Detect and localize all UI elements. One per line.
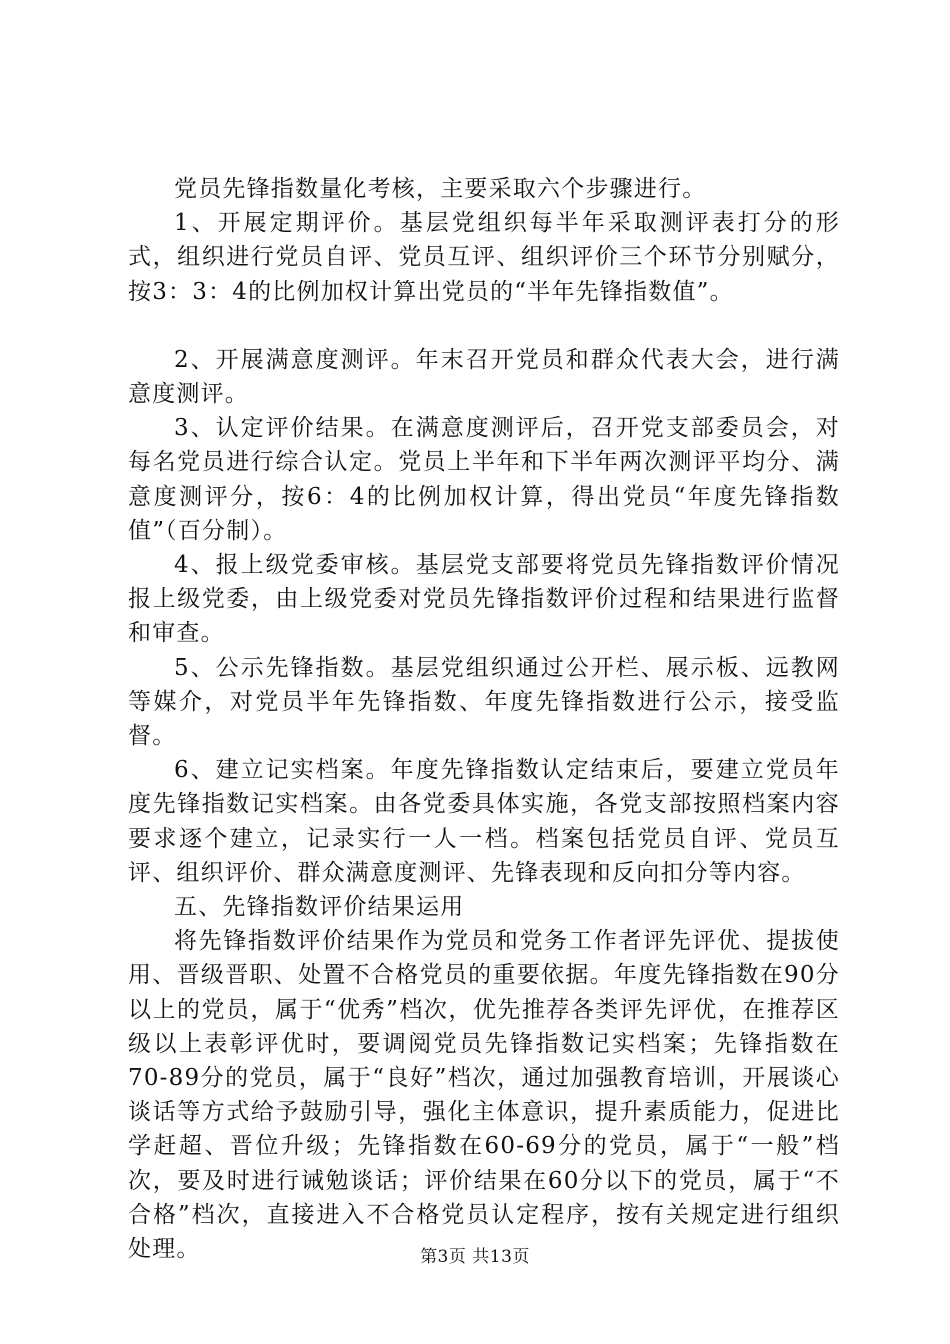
section-heading: 五、先锋指数评价结果运用 [174,894,465,921]
paragraph-intro: 党员先锋指数量化考核，主要采取六个步骤进行。 [174,176,707,202]
document-body [128,172,840,1266]
paragraph-step-1: 1、开展定期评价。基层党组织每半年采取测评表打分的形式，组织进行党员自评、党员互评、组织评价三个环节分别赋分，按3：3：4的比例加权计算出党员的“半年先锋指数值”。 [128,210,840,305]
paragraph-step-3: 3、认定评价结果。在满意度测评后，召开党支部委员会，对每名党员进行综合认定。党员上半年和下半年两次测评平均分、满意度测评分，按6：4的比例加权计算，得出党员“年度先锋指数值”（百分制）。 [128,415,840,544]
paragraph-step-4: 4、报上级党委审核。基层党支部要将党员先锋指数评价情况报上级党委，由上级党委对党员先锋指数评价过程和结果进行监督和审查。 [128,552,840,647]
paragraph-results-usage: 将先锋指数评价结果作为党员和党务工作者评先评优、提拔使用、晋级晋职、处置不合格党员的重要依据。年度先锋指数在90分以上的党员，属于“优秀”档次，优先推荐各类评先评优，在推荐区级以上表彰评优时，要调阅党员先锋指数记实档案；先锋指数在70-89分的党员，属于“良好”档次，通过加强教育培训，开展谈心谈话等方式给予鼓励引导，强化主体意识，提升素质能力，促进比学赶超、晋位升级；先锋指数在60-69分的党员，属于“一般”档次，要及时进行诫勉谈话；评价结果在60分以下的党员，属于“不合格”档次，直接进入不合格党员认定程序，按有关规定进行组织处理。 [128,928,840,1263]
page-number-footer: 第3页 共13页 [420,1247,530,1267]
paragraph-step-2: 2、开展满意度测评。年末召开党员和群众代表大会，进行满意度测评。 [128,346,840,408]
paragraph-step-5: 5、公示先锋指数。基层党组织通过公开栏、展示板、远教网等媒介，对党员半年先锋指数、年度先锋指数进行公示，接受监督。 [128,654,840,750]
paragraph-step-6: 6、建立记实档案。年度先锋指数认定结束后，要建立党员年度先锋指数记实档案。由各党委具体实施，各党支部按照档案内容要求逐个建立，记录实行一人一档。档案包括党员自评、党员互评、组织评价、群众满意度测评、先锋表现和反向扣分等内容。 [128,757,840,886]
